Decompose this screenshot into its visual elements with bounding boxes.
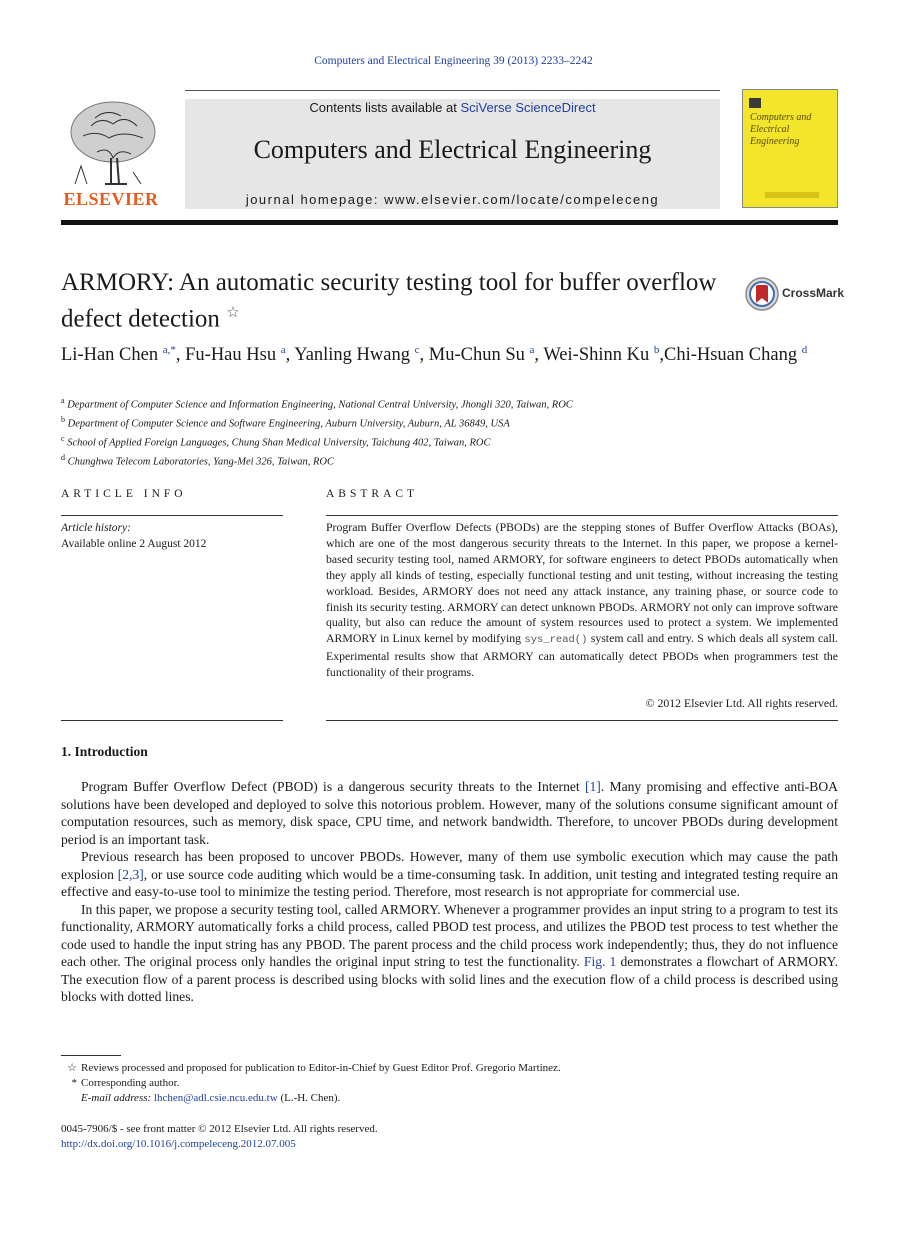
journal-name: Computers and Electrical Engineering [253,135,652,164]
author-affiliation-mark[interactable]: c [414,344,420,356]
paragraph-text: . Many promising and effective anti-BOA solutions have been developed and deployed to solve this notorious problem. However, many of the solutions consume significant amount of computation resources, such as memory, disk space, CPU time, and network bandwidth. Therefore, to uncover PBODs during development period is an important task. [61,779,838,847]
elsevier-tree-icon [61,96,161,188]
paragraph-text: Program Buffer Overflow Defect (PBOD) is a dangerous security threats to the Internet [81,779,585,794]
author-name: Chi-Hsuan Chang [663,345,798,366]
sciencedirect-link[interactable]: SciVerse ScienceDirect [460,100,596,115]
paragraph-text: , or use source code auditing which would be a time-consuming task. In addition, unit testing and integrated testing require an effective and easy-to-use tool to minimize the testing period. Therefore, most research is not appropriate for commercial use. [61,866,838,899]
masthead-divider [61,220,838,225]
cover-title-line-2: Electrical Engineering [750,124,800,147]
paragraph-1 [61,778,838,848]
author-affiliation-mark[interactable]: a,* [162,344,176,356]
article-history [61,520,206,552]
cover-logo-icon [749,98,761,108]
contents-prefix: Contents lists available at [309,100,461,115]
crossmark-badge[interactable] [744,276,845,312]
title-footnote-star[interactable]: ☆ [226,305,240,321]
footnote-corr-mark: * [71,1077,77,1089]
author-name: Mu-Chun Su [428,345,525,366]
affiliation-text: School of Applied Foreign Languages, Chung Shan Medical University, Taichung 402, Taiwan, ROC [67,437,491,449]
cover-title [750,112,837,148]
reference-link[interactable]: [1] [584,779,601,794]
email-suffix: (L.-H. Chen). [277,1092,341,1104]
issn-line: 0045-7906/$ - see front matter © 2012 Elsevier Ltd. All rights reserved. [61,1123,378,1135]
abstract-rule [326,515,838,516]
abstract-body [326,520,838,681]
affiliation-text: Department of Computer Science and Information Engineering, National Central University, Jhongli 320, Taiwan, ROC [67,399,573,411]
footnote-email [61,1091,838,1106]
affiliation-mark: c [61,434,65,444]
header-rule [185,90,720,91]
author-name: Wei-Shinn Ku [543,345,650,366]
author-separator: , [419,345,429,366]
abstract-text-2: system call and entry. S which deals all system call. Experimental results show that ARMORY can automatically detect PBODs when programmers test the functionality of their programs. [326,631,838,680]
section-heading: 1. Introduction [61,744,148,759]
article-title [61,268,731,334]
footnote-star-mark: ☆ [67,1062,77,1074]
reference-link[interactable]: [2,3] [117,866,144,882]
footnote-star-text: Reviews processed and proposed for publication to Editor-in-Chief by Guest Editor Prof. Gregorio Martinez. [81,1062,561,1074]
affiliation-text: Chunghwa Telecom Laboratories, Yang-Mei 326, Taiwan, ROC [67,456,334,468]
author-affiliation-mark[interactable]: d [801,344,808,356]
email-label: E-mail address: [81,1092,152,1104]
affiliation-item [61,451,841,470]
email-link[interactable]: lhchen@adl.csie.ncu.edu.tw [153,1092,278,1104]
crossmark-icon [744,276,780,312]
footnote-star [61,1061,838,1076]
author-affiliation-mark[interactable]: a [529,344,535,356]
cover-title-line-1: Computers and [750,112,812,123]
footnote-corresponding [61,1076,838,1091]
introduction-body [61,778,838,1006]
paragraph-text: demonstrates a flowchart of ARMORY. The execution flow of a parent process is described using blocks with solid lines and the execution flow of a child process is described using blocks with dotted lines. [61,954,838,1004]
elsevier-logo [61,96,161,210]
affiliation-mark: b [61,415,65,425]
article-info-rule [61,515,283,516]
author-name: Yanling Hwang [294,345,410,366]
elsevier-wordmark: ELSEVIER [63,189,159,209]
doi-link[interactable]: http://dx.doi.org/10.1016/j.compeleceng.2012.07.005 [61,1138,296,1150]
footnote-corr-text: Corresponding author. [81,1077,180,1089]
affiliation-text: Department of Computer Science and Software Engineering, Auburn University, Auburn, AL 36849, USA [67,418,510,430]
abstract-text-1: Program Buffer Overflow Defects (PBODs) are the stepping stones of Buffer Overflow Attacks (BOAs), which are one of the most dangerous security threats to the Internet. In this paper, we propose a kernel-based security testing tool, named ARMORY, for software engineers to detect PBODs automatically when they apply all kinds of testing, especially functional testing and unit testing, without increasing the testing workload. Besides, ARMORY does not need any attack instance, any training phase, or source code to finish its security testing. ARMORY can detect unknown PBODs. ARMORY not only can improve software quality, but also can reduce the amount of system resources used to protect a system. We implemented ARMORY in Linux kernel by modifying [326,520,838,646]
abstract-copyright: © 2012 Elsevier Ltd. All rights reserved. [645,696,838,710]
journal-cover-image [742,89,838,208]
contents-line [185,100,720,115]
paragraph-2 [61,848,838,901]
author-separator: , [534,345,544,366]
author-affiliation-mark[interactable]: b [653,344,660,356]
front-matter-info [61,1122,378,1152]
author-list [61,338,821,367]
author-separator: , [285,345,295,366]
footnote-rule [61,1055,121,1056]
paragraph-3 [61,901,838,1006]
affiliation-item [61,394,841,413]
affiliation-item [61,413,841,432]
article-info-bottom-rule [61,720,283,721]
crossmark-label: CrossMark [782,286,845,300]
affiliation-list [61,394,841,470]
affiliation-mark: a [61,396,65,405]
journal-citation[interactable]: Computers and Electrical Engineering 39 (2013) 2233–2242 [314,55,593,67]
author-affiliation-mark[interactable]: a [280,344,286,356]
author-name: Fu-Hau Hsu [185,345,277,366]
affiliation-mark: d [61,453,65,463]
author-separator: , [659,345,664,366]
abstract-heading: ABSTRACT [326,488,419,500]
article-title-text: ARMORY: An automatic security testing tool for buffer overflow defect detection [61,269,717,333]
author-separator: , [175,345,186,366]
paragraph-text: In this paper, we propose a security testing tool, called ARMORY. Whenever a programmer provides an input string to a program to test its functionality, ARMORY automatically forks a child process, called PBOD test process, and utilizes the PBOD test process to test whether the code used to handle the input string has any PBOD. The parent process and the child process work independently; thus, they do not influence each other. The original process only handles the original input string to test the functionality. [61,901,838,969]
history-label: Article history: [61,522,131,534]
affiliation-item [61,432,841,451]
cover-footer-band [765,192,819,198]
history-value: Available online 2 August 2012 [61,538,207,550]
reference-link[interactable]: Fig. 1 [583,954,617,969]
journal-homepage[interactable]: journal homepage: www.elsevier.com/locate/compeleceng [245,192,660,207]
article-info-heading: ARTICLE INFO [61,488,187,500]
abstract-bottom-rule [326,720,838,721]
author-name: Li-Han Chen [61,345,159,366]
footnotes [61,1061,838,1106]
paragraph-text: Previous research has been proposed to uncover PBODs. However, many of them use symbolic execution which may cause the path explosion [61,849,838,882]
abstract-code: sys_read() [524,634,588,647]
